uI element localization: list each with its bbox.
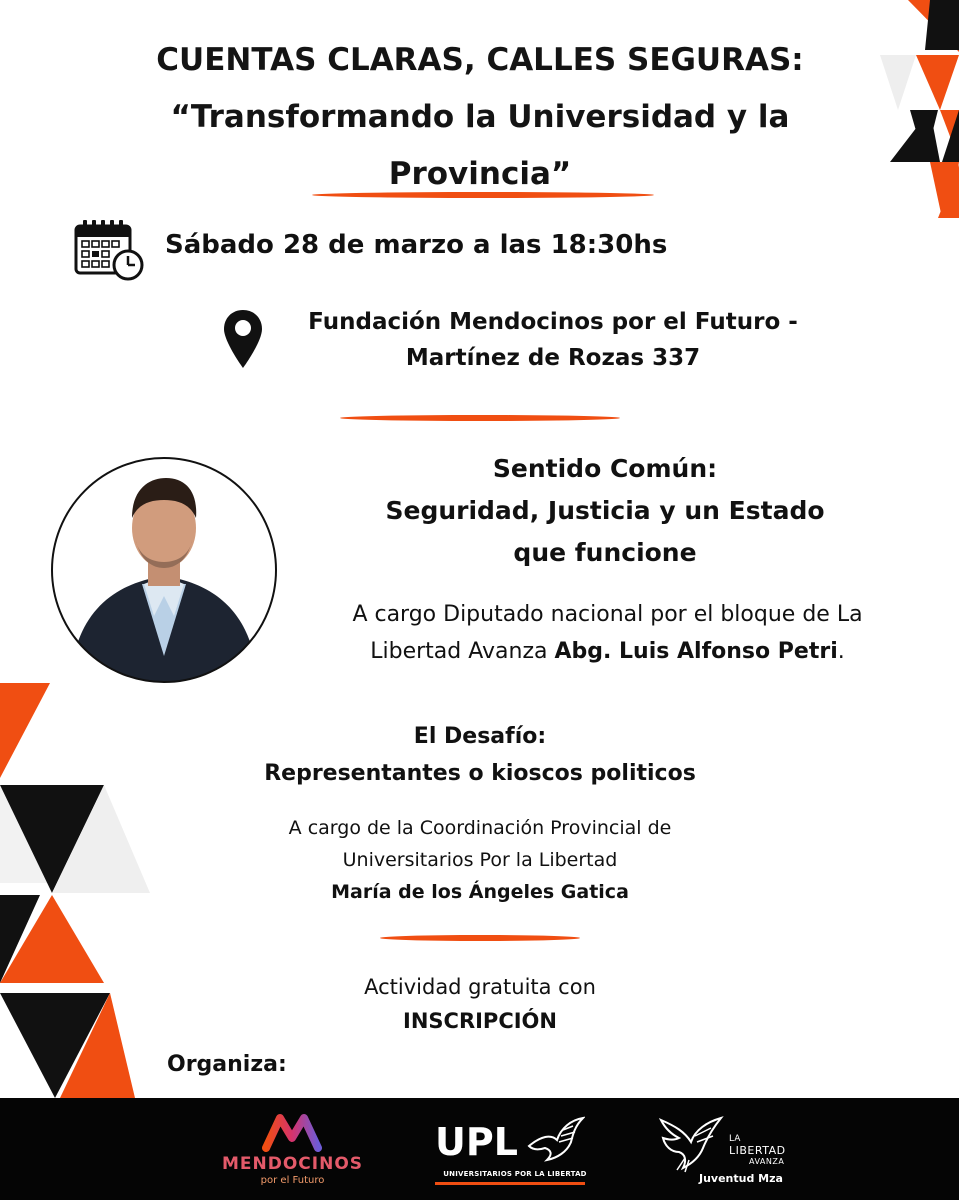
mendocinos-sub: por el Futuro [260, 1175, 325, 1186]
upl-sub: UNIVERSITARIOS POR LA LIBERTAD [443, 1170, 587, 1178]
talk-1-desc-prefix: Libertad Avanza [370, 639, 555, 664]
upl-underline [435, 1182, 585, 1185]
talk-1-line-3: que funcione [513, 538, 697, 567]
mendocinos-name: MENDOCINOS [221, 1154, 364, 1174]
talk-2-title [210, 718, 750, 792]
talk-1-desc-line-1: A cargo Diputado nacional por el bloque de La [352, 602, 863, 627]
lla-line-2: LIBERTAD [729, 1144, 786, 1157]
registration-line-2: INSCRIPCIÓN [403, 1009, 557, 1033]
location-pin-icon [222, 308, 264, 370]
venue-line-1: Fundación Mendocinos por el Futuro - [308, 309, 798, 335]
upl-logo [435, 1112, 595, 1192]
lla-line-3: AVANZA [749, 1157, 785, 1166]
event-venue [268, 304, 838, 376]
eagle-icon [527, 1116, 585, 1166]
title-line-1: CUENTAS CLARAS, CALLES SEGURAS: [156, 42, 804, 78]
title-line-2: “Transformando la Universidad y la [170, 99, 790, 135]
divider [312, 192, 654, 198]
talk-2-description [200, 812, 760, 908]
organizers-footer [0, 1098, 959, 1200]
registration-line-1: Actividad gratuita con [364, 975, 596, 999]
talk-1-line-2: Seguridad, Justicia y un Estado [385, 496, 825, 525]
talk-2-desc-line-2: Universitarios Por la Libertad [342, 849, 618, 871]
divider [340, 415, 620, 421]
mendocinos-logo [210, 1112, 375, 1192]
talk-2-desc-line-1: A cargo de la Coordinación Provincial de [288, 817, 672, 839]
left-triangle-decoration [0, 683, 160, 1098]
talk-2-speaker: María de los Ángeles Gatica [331, 881, 629, 903]
talk-1-line-1: Sentido Común: [492, 454, 718, 483]
title-line-3: Provincia” [388, 156, 572, 192]
event-title [60, 32, 900, 203]
talk-1-desc-suffix: . [837, 639, 845, 664]
talk-2-line-1: El Desafío: [413, 724, 547, 749]
venue-line-2: Martínez de Rozas 337 [405, 345, 701, 371]
lla-logo [655, 1112, 795, 1192]
divider [380, 935, 580, 941]
registration-info [280, 970, 680, 1038]
talk-1-title [330, 448, 880, 574]
talk-2-line-2: Representantes o kioscos politicos [264, 761, 696, 786]
event-date: Sábado 28 de marzo a las 18:30hs [165, 230, 668, 260]
organizers-label: Organiza: [167, 1052, 287, 1077]
eagle-icon [655, 1112, 727, 1174]
lla-sub: Juventud Mza [699, 1172, 783, 1185]
mendocinos-mark-icon [262, 1112, 322, 1152]
talk-1-description [295, 596, 920, 670]
speaker-photo [50, 456, 278, 684]
upl-name: UPL [435, 1120, 518, 1164]
calendar-clock-icon [73, 219, 145, 281]
lla-line-1: LA [729, 1134, 741, 1144]
talk-1-speaker: Abg. Luis Alfonso Petri [554, 639, 838, 664]
